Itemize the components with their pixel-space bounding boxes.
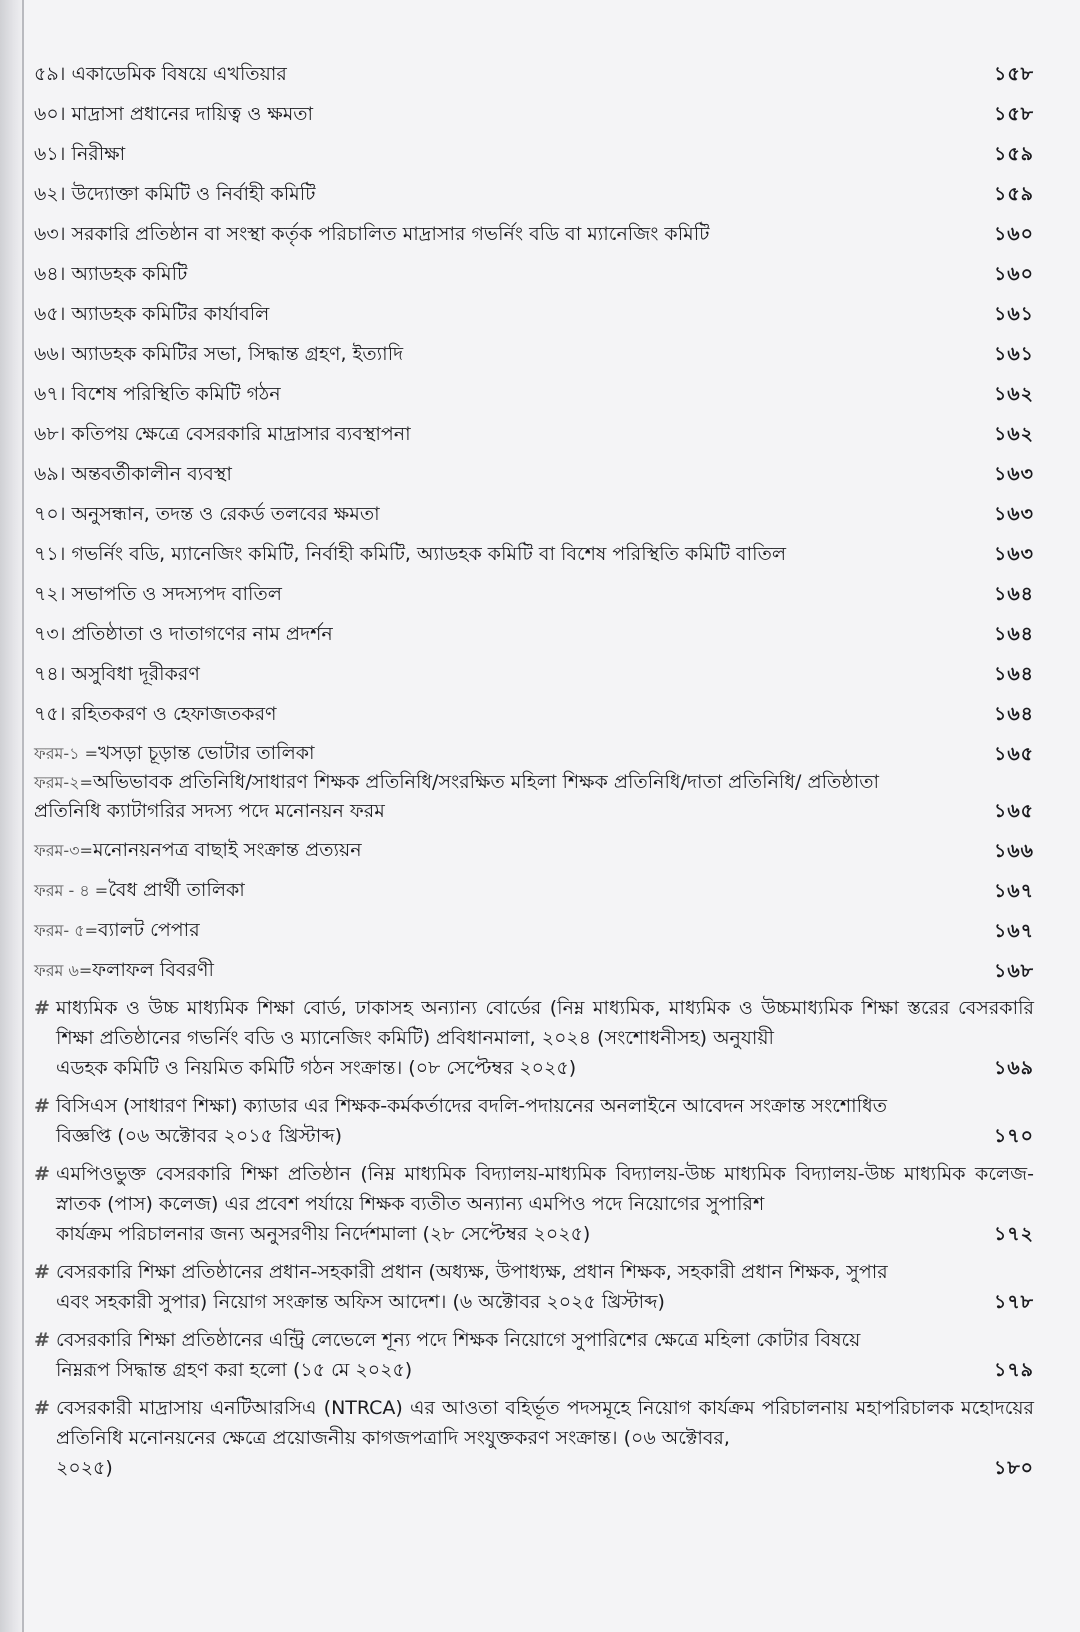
notice-text-last: এডহক কমিটি ও নিয়মিত কমিটি গঠন সংক্রান্ত। (০৮ সেপ্টেম্বর ২০২৫) [56, 1057, 577, 1079]
toc-section-entry [34, 608, 1034, 648]
section-text: বিশেষ পরিস্থিতি কমিটি গঠন [71, 383, 281, 405]
section-number: ৬৮। [34, 423, 66, 445]
form-label: ফরম-১ = [34, 744, 99, 763]
notice-text: বেসরকারী মাদ্রাসায় এনটিআরসিএ (NTRCA) এর আওতা বহির্ভূত পদসমূহে নিয়োগ কার্যক্রম পরিচালনায় মহাপরিচালক মহোদয়ের প্রতিনিধি মনোনয়নের ক্ষেত্রে প্রয়োজনীয় কাগজপত্রাদি সংযুক্তকরণ সংক্রান্ত। (০৬ অক্টোবর, [56, 1397, 1034, 1449]
page-number: ১৬৬ [993, 840, 1034, 862]
form-label: ফরম - ৪ = [34, 881, 109, 900]
notice-text-last: নিম্নরূপ সিদ্ধান্ত গ্রহণ করা হলো (১৫ মে ২০২৫) [56, 1359, 413, 1381]
form-title [34, 916, 984, 945]
notice-text-last: এবং সহকারী সুপার) নিয়োগ সংক্রান্ত অফিস আদেশ। (৬ অক্টোবর ২০২৫ খ্রিস্টাব্দ) [56, 1291, 665, 1313]
page-number: ১৬৩ [993, 543, 1034, 565]
toc-notice-entry [34, 1257, 1034, 1317]
section-title [34, 460, 984, 488]
section-text: অন্তবর্তীকালীন ব্যবস্থা [71, 463, 232, 485]
section-number: ৭৩। [34, 623, 66, 645]
notice-text: বিসিএস (সাধারণ শিক্ষা) ক্যাডার এর শিক্ষক-কর্মকর্তাদের বদলি-পদায়নের অনলাইনে আবেদন সংক্রান্ত সংশোধিত [56, 1095, 888, 1117]
form-title [34, 956, 984, 985]
toc-section-entry [34, 408, 1034, 448]
section-title [34, 340, 984, 368]
form-title [34, 836, 984, 865]
page-number: ১৮০ [993, 1457, 1034, 1479]
section-number: ৭৪। [34, 663, 66, 685]
toc-section-entry [34, 288, 1034, 328]
toc-section-entry [34, 488, 1034, 528]
toc-form-entry [34, 728, 1034, 768]
hash-marker-icon: # [34, 1261, 50, 1283]
page-number: ১৫৯ [994, 143, 1034, 165]
notice-text-last: বিজ্ঞপ্তি (০৬ অক্টোবর ২০১৫ খ্রিস্টাব্দ) [56, 1125, 343, 1147]
form-title [34, 876, 984, 905]
section-number: ৬০। [34, 103, 66, 125]
page-number: ১৭৯ [993, 1359, 1034, 1381]
hash-marker-icon: # [34, 1095, 50, 1117]
section-text: গভর্নিং বডি, ম্যানেজিং কমিটি, নির্বাহী কমিটি, অ্যাডহক কমিটি বা বিশেষ পরিস্থিতি কমিটি বাতিল [71, 543, 786, 565]
page-number: ১৬২ [993, 383, 1034, 405]
section-title [34, 540, 984, 568]
form-title [34, 768, 984, 825]
notice-text: মাধ্যমিক ও উচ্চ মাধ্যমিক শিক্ষা বোর্ড, ঢাকাসহ অন্যান্য বোর্ডের (নিম্ন মাধ্যমিক, মাধ্যমিক ও উচ্চমাধ্যমিক শিক্ষা স্তরের বেসরকারি শিক্ষা প্রতিষ্ঠানের গভর্নিং বডি ও ম্যানেজিং কমিটি) প্রবিধানমালা, ২০২৪ (সংশোধনীসহ) অনুযায়ী [56, 997, 1034, 1049]
page-number: ১৫৮ [994, 63, 1034, 85]
toc-notice-entry [34, 993, 1034, 1083]
hash-marker-icon: # [34, 997, 50, 1019]
page-number: ১৫৯ [994, 183, 1034, 205]
section-text: অনুসন্ধান, তদন্ত ও রেকর্ড তলবের ক্ষমতা [71, 503, 380, 525]
toc-section-entry [34, 208, 1034, 248]
section-text: অ্যাডহক কমিটির কার্যাবলি [71, 303, 270, 325]
page-number: ১৬৪ [993, 663, 1034, 685]
section-text: কতিপয় ক্ষেত্রে বেসরকারি মাদ্রাসার ব্যবস্থাপনা [71, 423, 411, 445]
section-title [34, 60, 984, 88]
section-title [34, 300, 984, 328]
toc-section-entry [34, 648, 1034, 688]
form-text: মনোনয়নপত্র বাছাই সংক্রান্ত প্রত্যয়ন [92, 839, 362, 861]
section-text: অসুবিধা দূরীকরণ [71, 663, 200, 685]
binding-edge [22, 0, 24, 1632]
page-number: ১৬৪ [993, 583, 1034, 605]
toc-section-entry [34, 368, 1034, 408]
toc-notice-entry [34, 1091, 1034, 1151]
toc-notice-entry [34, 1159, 1034, 1249]
toc-section-entry [34, 528, 1034, 568]
page-number: ১৬৫ [993, 743, 1034, 765]
section-text: মাদ্রাসা প্রধানের দায়িত্ব ও ক্ষমতা [71, 103, 314, 125]
section-text: রহিতকরণ ও হেফাজতকরণ [71, 703, 277, 725]
section-number: ৬৪। [34, 263, 66, 285]
page-number: ১৬৭ [993, 920, 1034, 942]
section-text: উদ্যোক্তা কমিটি ও নির্বাহী কমিটি [71, 183, 316, 205]
section-title [34, 260, 984, 288]
form-title [34, 739, 984, 768]
toc-section-entry [34, 568, 1034, 608]
toc-notice-entry [34, 1393, 1034, 1483]
toc-form-entry [34, 905, 1034, 945]
section-number: ৭২। [34, 583, 66, 605]
page-number: ১৬৩ [993, 463, 1034, 485]
section-text: প্রতিষ্ঠাতা ও দাতাগণের নাম প্রদর্শন [71, 623, 333, 645]
section-number: ৬২। [34, 183, 66, 205]
page-number: ১৬৯ [993, 1057, 1034, 1079]
section-title [34, 580, 984, 608]
page-number: ১৬১ [993, 343, 1034, 365]
notice-text: এমপিওভুক্ত বেসরকারি শিক্ষা প্রতিষ্ঠান (নিম্ন মাধ্যমিক বিদ্যালয়-মাধ্যমিক বিদ্যালয়-উচ্চ মাধ্যমিক বিদ্যালয়-উচ্চ মাধ্যমিক কলেজ-স্নাতক (পাস) কলেজ) এর প্রবেশ পর্যায়ে শিক্ষক ব্যতীত অন্যান্য এমপিও পদে নিয়োগের সুপারিশ [56, 1163, 1034, 1215]
page-number: ১৬৫ [993, 800, 1034, 822]
section-number: ৬৯। [34, 463, 66, 485]
hash-marker-icon: # [34, 1397, 50, 1419]
section-number: ৭৫। [34, 703, 66, 725]
notice-text: বেসরকারি শিক্ষা প্রতিষ্ঠানের এন্ট্রি লেভেলে শূন্য পদে শিক্ষক নিয়োগে সুপারিশের ক্ষেত্রে মহিলা কোটার বিষয়ে [56, 1329, 861, 1351]
section-number: ৫৯। [34, 63, 66, 85]
toc-form-entry [34, 768, 1034, 825]
form-text: ফলাফল বিবরণী [92, 959, 214, 981]
section-title [34, 140, 984, 168]
form-label: ফরম-৩= [34, 841, 93, 860]
section-text: একাডেমিক বিষয়ে এখতিয়ার [71, 63, 287, 85]
toc-form-entry [34, 945, 1034, 985]
section-text: অ্যাডহক কমিটি [71, 263, 188, 285]
page-number: ১৭০ [993, 1125, 1034, 1147]
page-number: ১৭২ [993, 1223, 1034, 1245]
section-title [34, 420, 984, 448]
section-title [34, 500, 984, 528]
form-text: অভিভাবক প্রতিনিধি/সাধারণ শিক্ষক প্রতিনিধি/সংরক্ষিত মহিলা শিক্ষক প্রতিনিধি/দাতা প্রতিনিধি/ প্রতিষ্ঠাতা প্রতিনিধি ক্যাটাগরির সদস্য পদে মনোনয়ন ফরম [34, 771, 879, 822]
form-label: ফরম-২= [34, 773, 93, 792]
page-number: ১৬০ [993, 223, 1034, 245]
section-title [34, 660, 984, 688]
hash-marker-icon: # [34, 1163, 50, 1185]
hash-marker-icon: # [34, 1329, 50, 1351]
toc-section-entry [34, 248, 1034, 288]
page-gutter [0, 0, 24, 1632]
page-number: ১৬১ [993, 303, 1034, 325]
section-title [34, 380, 984, 408]
section-text: সরকারি প্রতিষ্ঠান বা সংস্থা কর্তৃক পরিচালিত মাদ্রাসার গভর্নিং বডি বা ম্যানেজিং কমিটি [71, 223, 710, 245]
form-text: খসড়া চূড়ান্ত ভোটার তালিকা [98, 742, 315, 764]
toc-form-entry [34, 825, 1034, 865]
form-label: ফরম ৬= [34, 961, 93, 980]
table-of-contents [34, 48, 1034, 1483]
section-number: ৬৫। [34, 303, 66, 325]
toc-section-entry [34, 688, 1034, 728]
toc-section-entry [34, 48, 1034, 88]
form-label: ফরম- ৫= [34, 921, 99, 940]
form-text: বৈধ প্রার্থী তালিকা [108, 879, 245, 901]
section-text: নিরীক্ষা [71, 143, 126, 165]
toc-notice-entry [34, 1325, 1034, 1385]
page-number: ১৬৪ [993, 703, 1034, 725]
toc-section-entry [34, 128, 1034, 168]
form-text: ব্যালট পেপার [98, 919, 200, 941]
toc-form-entry [34, 865, 1034, 905]
section-title [34, 620, 984, 648]
page-number: ১৬০ [993, 263, 1034, 285]
section-number: ৬১। [34, 143, 66, 165]
section-title [34, 100, 984, 128]
section-text: সভাপতি ও সদস্যপদ বাতিল [71, 583, 282, 605]
notice-text-last: কার্যক্রম পরিচালনার জন্য অনুসরণীয় নির্দেশমালা (২৮ সেপ্টেম্বর ২০২৫) [56, 1223, 591, 1245]
page-number: ১৬৮ [993, 960, 1034, 982]
section-number: ৬৬। [34, 343, 66, 365]
page-number: ১৬৩ [993, 503, 1034, 525]
page-number: ১৬৭ [993, 880, 1034, 902]
toc-section-entry [34, 88, 1034, 128]
toc-section-entry [34, 168, 1034, 208]
notice-text: বেসরকারি শিক্ষা প্রতিষ্ঠানের প্রধান-সহকারী প্রধান (অধ্যক্ষ, উপাধ্যক্ষ, প্রধান শিক্ষক, সহকারী প্রধান শিক্ষক, সুপার [56, 1261, 888, 1283]
toc-section-entry [34, 448, 1034, 488]
section-title [34, 180, 984, 208]
section-text: অ্যাডহক কমিটির সভা, সিদ্ধান্ত গ্রহণ, ইত্যাদি [71, 343, 404, 365]
section-number: ৬৭। [34, 383, 66, 405]
page-number: ১৭৮ [993, 1291, 1034, 1313]
section-title [34, 220, 984, 248]
section-number: ৭১। [34, 543, 66, 565]
notice-text-last: ২০২৫) [56, 1457, 113, 1479]
section-number: ৭০। [34, 503, 66, 525]
toc-section-entry [34, 328, 1034, 368]
page-number: ১৬৪ [993, 623, 1034, 645]
page-number: ১৬২ [993, 423, 1034, 445]
section-title [34, 700, 984, 728]
page-number: ১৫৮ [994, 103, 1034, 125]
section-number: ৬৩। [34, 223, 66, 245]
